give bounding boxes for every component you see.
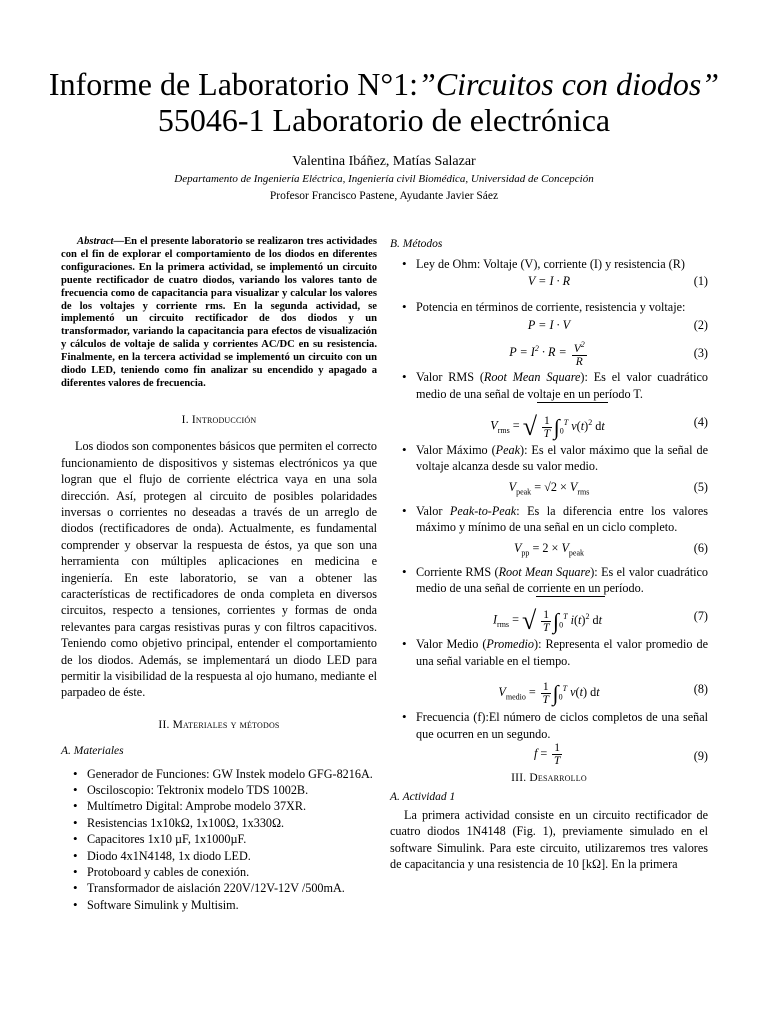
list-item [416,564,708,597]
equation-1: V = I · R (1) [527,273,708,288]
materials-list [61,766,377,914]
equation-4: $V_{rms}$ = √ $\frac{1}{T}$ $\int_0^T$ $v(t)^2$ dt (4) [390,402,708,442]
section-heading-materials [61,717,377,733]
peak-term: Peak [495,443,521,458]
pp-lead: Valor [416,503,450,518]
right-column [390,236,708,873]
subsection-methods: B. Métodos [390,238,443,250]
irms-rest: ): Es el valor cuadrático medio de una señal de corriente en un período. [416,564,709,596]
methods-list [390,369,708,402]
abstract-text: —En el presente laboratorio se realizaron tres actividades con el fin de explorar el comportamiento de los diodos en diferentes configuraciones. En la primera actividad, se implementó un circuito puente rectificador de cuatro diodos, variando los valores tanto de frecuencia como de capacitancia para visualizar y calcular los valores de los voltajes y corriente rms. En la segunda actividad, se implementó un circuito rectificador de dos diodos y un transformador, variando la capacitancia para efectos de visualización y cálculos de voltaje de salida y corrientes AC/DC en su resistencia. Finalmente, en la tercera actividad se implementó un circuito con un diodo LED, teniendo como fin analizar su encendido y apagado a diferentes valores de frecuencia. [61,236,377,389]
methods-list [390,256,708,272]
abstract-label: Abstract [77,236,114,247]
subsection-materials: A. Materiales [61,745,124,758]
equation-number: (6) [693,540,708,555]
methods-list [390,564,708,597]
intro-text: Los diodos son componentes básicos que permiten el correcto funcionamiento de dispositivos y sistemas electrónicos ya que logran que el flujo de corriente eléctrica vaya en una sola dirección. Así, protegen al circuito de posibles polaridades inversas o corrientes no deseadas a través de un arreglo de diodos (rectificadores de onda). Actualmente, es fundamental comprender y observar la respuesta de éstos, ya que son una herramienta con múltiples aplicaciones en medicina e ingeniería. En este laboratorio, se van a obtener las características de rectificadores de onda completa en diversos circuitos, respecto a tensiones, corrientes y formas de onda relevantes para cargas resistivas puras y con filtros capacitivos. Teniendo como objetivo principal, entender el comportamiento de los diodos. Además, se implementará un diodo LED para permitir la visibilidad de la respuesta al ojo humano, mediante el parpadeo de éste. [61,439,377,700]
list-item: • Protoboard y cables de conexión. [87,864,377,880]
equation-number: (1) [693,273,708,288]
equation-6: $V_{pp} = 2 \times V_{peak}$ (6) [513,540,708,558]
intro-heading-text: I. Introducción [181,413,257,426]
equation-number: (2) [693,318,708,333]
methods-list [390,442,708,475]
abstract [61,236,377,391]
authors: Valentina Ibáñez, Matías Salazar [292,154,476,169]
equation-number: (4) [693,415,708,430]
list-item [416,256,708,272]
rms-term: Root Mean Square [483,370,581,385]
title-plain: Informe de Laboratorio N°1: [48,66,419,102]
list-item: • Osciloscopio: Tektronix modelo TDS 1002B. [87,782,377,798]
equation-3: $P = I^2 \cdot R$ = $\frac{V^2}{R}$ (3) [509,340,708,369]
methods-list [390,709,708,742]
ohm-text: Ley de Ohm: Voltaje (V), corriente (I) y resistencia (R) [416,257,685,272]
dev-heading-text: III. Desarrollo [511,772,587,785]
equation-7: $I_{rms}$ = √ $\frac{1}{T}$ $\int_0^T$ $i(t)^2$ dt (7) [390,596,708,636]
peak-rest: ): Es el valor máximo que la señal de voltaje alcanza desde su valor medio. [416,443,708,474]
list-item [416,299,708,315]
irms-term: Root Mean Square [498,564,591,579]
paper-title-line2: 55046-1 Laboratorio de electrónica [157,102,611,138]
mean-lead: Valor Medio ( [416,637,487,652]
subsection-activity-1: A. Actividad 1 [390,790,456,803]
rms-lead: Valor RMS ( [416,370,484,385]
list-item: • Transformador de aislación 220V/12V-12V /500mA. [87,880,377,896]
equation-8: $V_{medio}$ = $\frac{1}{T}$ $\int_0^T$ v(t) dt (8) [390,669,708,709]
list-item: • Resistencias 1x10kΩ, 1x100Ω, 1x330Ω. [87,815,377,831]
title-italic: ”Circuitos con diodos” [418,66,720,102]
pp-term: Peak-to-Peak [449,503,517,518]
equation-2: P = I · V (2) [527,318,708,333]
development-text: La primera actividad consiste en un circuito rectificador de cuatro diodos 1N4148 (Fig. 1), previamente simulado en el software Simulink. Para este circuito, utilizaremos tres valores de capacitancia y una resistencia de 10 [kΩ]. En la primera [390,807,708,872]
equation-5: $V_{peak} = √2 \times V_{rms}$ (5) [508,479,708,497]
materials-heading-text: II. Materiales y métodos [158,718,280,731]
list-item: • Generador de Funciones: GW Instek modelo GFG-8216A. [87,766,377,782]
methods-list [390,636,708,669]
equation-9: f = $\frac{1}{T}$ (9) [533,742,708,768]
list-item [416,442,708,475]
professor-line: Profesor Francisco Pastene, Ayudante Javier Sáez [269,190,499,202]
list-item: • Diodo 4x1N4148, 1x diodo LED. [87,848,377,864]
equation-number: (3) [693,346,708,361]
methods-list [390,503,708,536]
list-item [416,636,708,669]
section-heading-development [390,770,708,786]
list-item [416,503,708,536]
equation-number: (9) [693,749,708,764]
pp-rest: : Es la diferencia entre los valores máximo y mínimo de una señal en un ciclo completo. [416,503,708,535]
affiliation: Departamento de Ingeniería Eléctrica, Ingeniería civil Biomédica, Universidad de Concepción [174,173,594,185]
list-item [416,369,708,402]
peak-lead: Valor Máximo ( [416,443,496,458]
irms-lead: Corriente RMS ( [416,564,499,579]
list-item: • Software Simulink y Multisim. [87,897,377,913]
mean-rest: ): Representa el valor promedio de una señal variable en el tiempo. [416,637,708,668]
list-item [416,709,708,742]
freq-text: Frecuencia (f):El número de ciclos completos de una señal que ocurren en un segundo. [416,710,708,741]
left-column [61,236,377,913]
list-item: • Multímetro Digital: Amprobe modelo 37XR. [87,798,377,814]
equation-number: (8) [693,682,708,697]
paper-title-line1 [0,66,768,102]
equation-number: (5) [693,479,708,494]
section-heading-intro [61,412,377,428]
list-item: • Capacitores 1x10 µF, 1x1000µF. [87,831,377,847]
rms-rest: ): Es el valor cuadrático medio de una señal de voltaje en un período T. [416,370,709,401]
methods-list [390,299,708,315]
equation-number: (7) [693,609,708,624]
mean-term: Promedio [486,637,535,652]
power-text: Potencia en términos de corriente, resistencia y voltaje: [416,299,686,314]
